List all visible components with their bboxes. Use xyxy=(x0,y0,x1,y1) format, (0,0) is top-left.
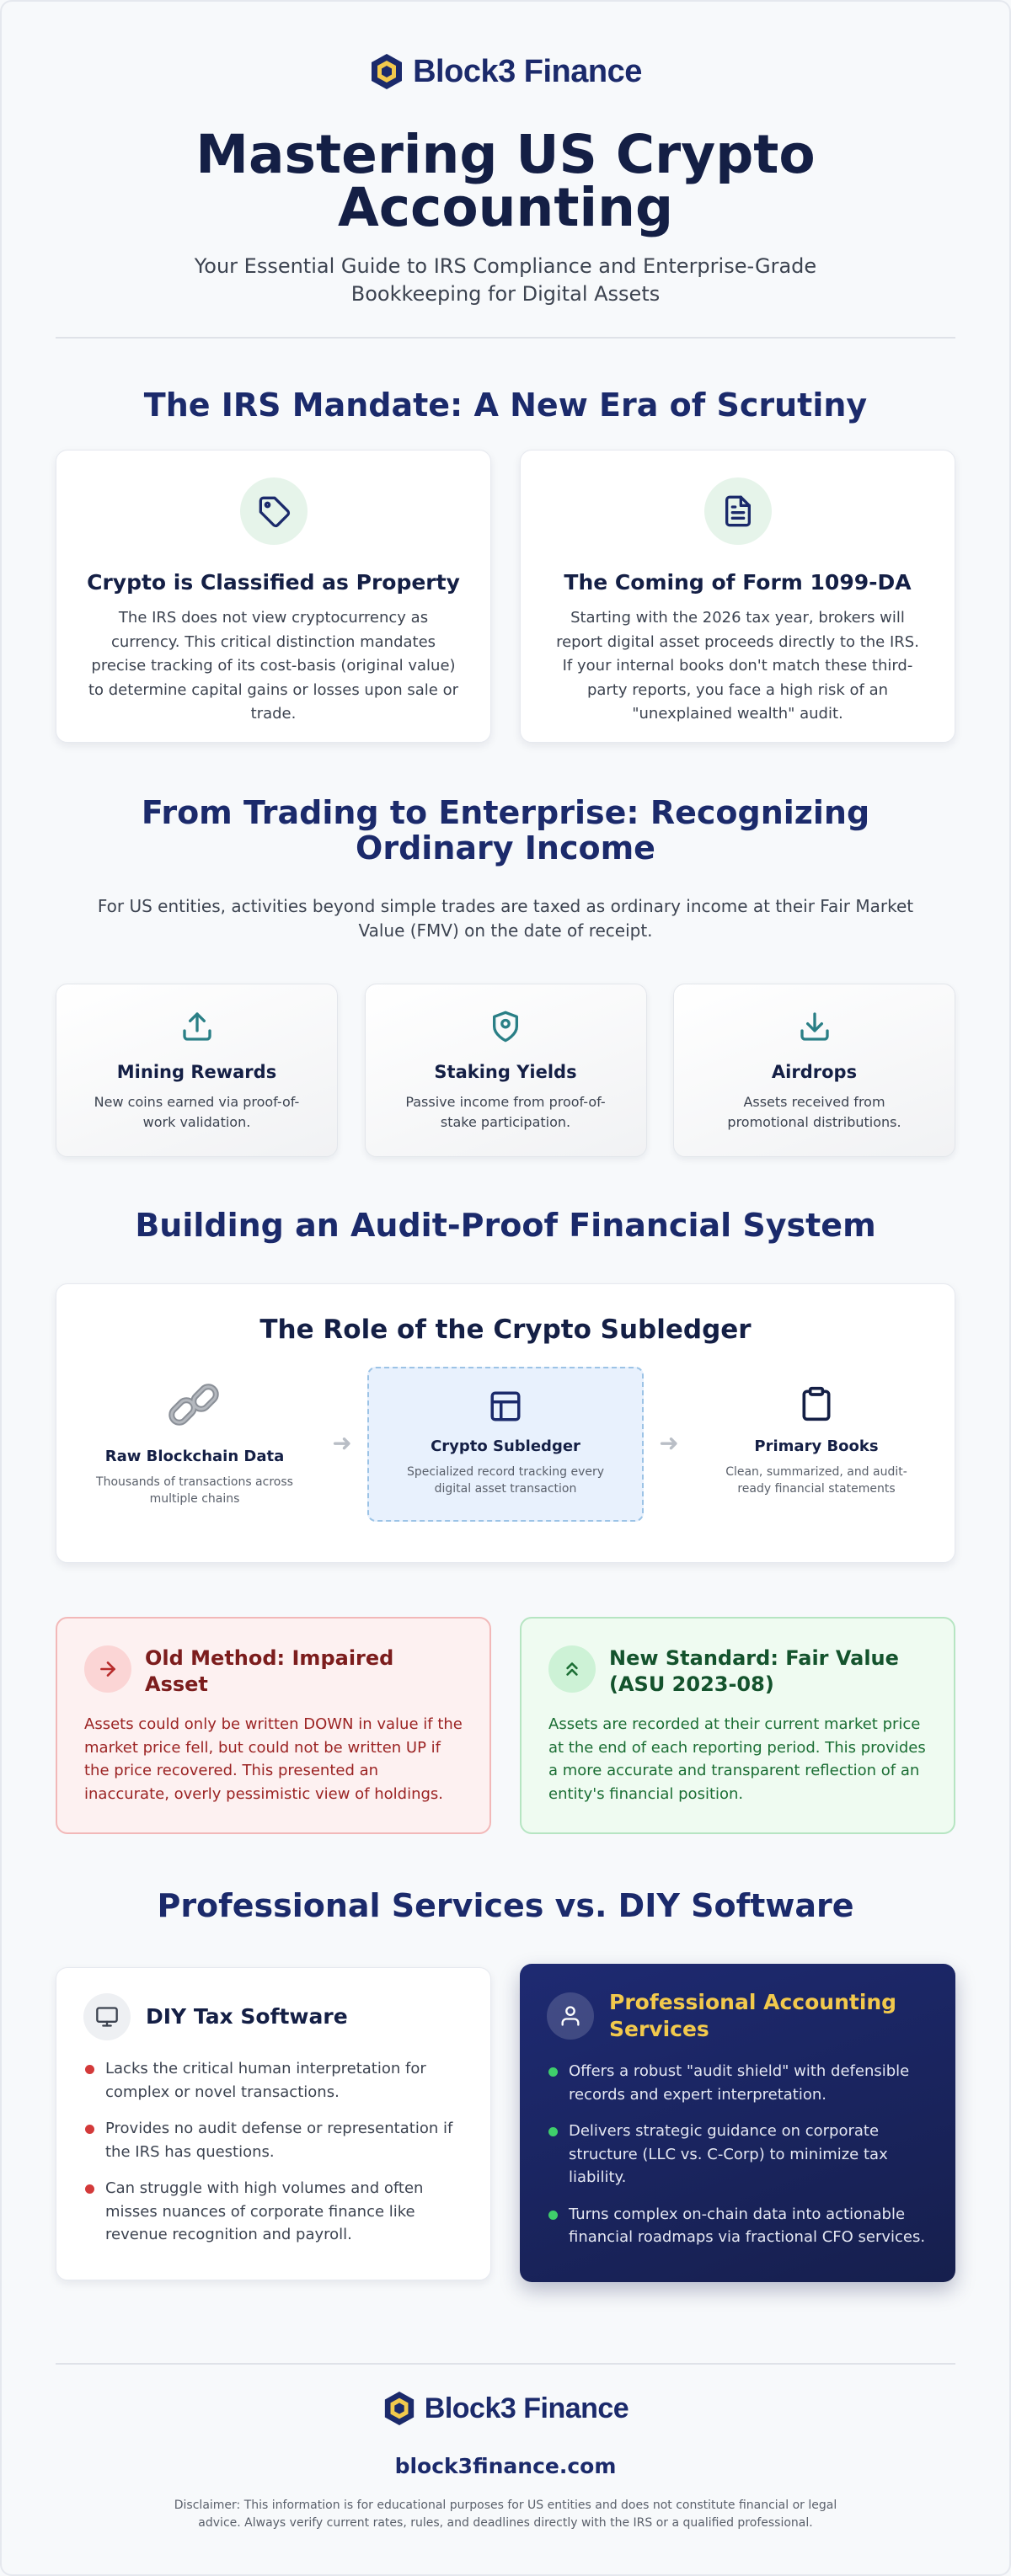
old-method-text: Assets could only be written DOWN in value if the market price fell, but could not be written UP if the price recovered. This presented an inaccurate, overly pessimistic view of holdings. xyxy=(84,1715,463,1803)
logo-text: Block3 Finance xyxy=(424,2392,629,2424)
irs-cards xyxy=(56,450,955,743)
list-item: Provides no audit defense or representation if the IRS has questions. xyxy=(83,2117,463,2163)
income-card-title: Staking Yields xyxy=(434,1062,577,1082)
irs-card-1099da xyxy=(520,450,955,743)
page-title: Mastering US Crypto Accounting xyxy=(195,124,816,238)
income-card-staking xyxy=(365,984,647,1157)
list-item: Turns complex on-chain data into actionable financial roadmaps via fractional CFO services. xyxy=(547,2203,928,2249)
income-card-text: New coins earned via proof-of-work validation. xyxy=(94,1094,300,1130)
page-content xyxy=(56,2,955,2532)
document-icon xyxy=(704,477,772,545)
arrow-right-icon xyxy=(84,1645,131,1693)
flow-step-title: Primary Books xyxy=(754,1437,879,1455)
upload-icon xyxy=(180,1010,214,1043)
list-item: Delivers strategic guidance on corporate structure (LLC vs. C-Corp) to minimize tax liability. xyxy=(547,2120,928,2189)
header-divider xyxy=(56,337,955,339)
income-card-text: Passive income from proof-of-stake participation. xyxy=(405,1094,606,1130)
income-intro: For US entities, activities beyond simple trades are taxed as ordinary income at their Fair Market Value (FMV) on the date of receipt. xyxy=(97,896,914,941)
subledger-flow xyxy=(56,1379,955,1522)
income-cards xyxy=(56,984,955,1157)
chain-link-icon xyxy=(165,1379,224,1434)
website-link[interactable]: block3finance.com xyxy=(394,2454,617,2478)
income-card-mining xyxy=(56,984,338,1157)
clipboard-icon xyxy=(798,1384,835,1424)
valuation-compare xyxy=(56,1617,955,1834)
layout-icon xyxy=(488,1389,523,1424)
income-card-text: Assets received from promotional distributions. xyxy=(727,1094,901,1130)
diy-list xyxy=(83,2057,463,2247)
hexagon-logo-icon xyxy=(382,2390,416,2427)
services-section-title: Professional Services vs. DIY Software xyxy=(157,1887,854,1924)
new-standard-header xyxy=(548,1645,927,1698)
audit-section-title: Building an Audit-Proof Financial System xyxy=(135,1207,876,1244)
list-item: Can struggle with high volumes and often misses nuances of corporate finance like revenue recognition and payroll. xyxy=(83,2177,463,2247)
pro-list xyxy=(547,2060,928,2249)
tag-icon xyxy=(240,477,308,545)
flow-step-title: Crypto Subledger xyxy=(431,1437,580,1455)
monitor-icon xyxy=(83,1993,131,2040)
irs-section-title: The IRS Mandate: A New Era of Scrutiny xyxy=(143,387,868,424)
irs-card-text: Starting with the 2026 tax year, brokers will report digital asset proceeds directly to the IRS. If your internal books don't match these third-party reports, you face a high risk of an "unexplained wealth" audit. xyxy=(556,609,919,723)
income-card-title: Mining Rewards xyxy=(116,1062,277,1082)
pro-header xyxy=(547,1989,928,2043)
list-item: Lacks the critical human interpretation for complex or novel transactions. xyxy=(83,2057,463,2104)
new-standard-text: Assets are recorded at their current market price at the end of each reporting period. This provides a more accurate and transparent reflection of an entity's financial position. xyxy=(548,1715,926,1803)
logo-text: Block3 Finance xyxy=(413,53,642,89)
diy-header xyxy=(83,1993,463,2040)
irs-card-text: The IRS does not view cryptocurrency as currency. This critical distinction mandates precise tracking of its cost-basis (original value) to determine capital gains or losses upon sale or trade. xyxy=(88,609,459,723)
old-method-card xyxy=(56,1617,491,1834)
services-compare xyxy=(56,1964,955,2282)
old-method-header xyxy=(84,1645,463,1698)
flow-step-title: Raw Blockchain Data xyxy=(104,1448,285,1465)
user-icon xyxy=(547,1992,594,2040)
flow-arrow: ➜ xyxy=(332,1429,352,1457)
list-item: Offers a robust "audit shield" with defensible records and expert interpretation. xyxy=(547,2060,928,2106)
footer-divider xyxy=(56,2363,955,2365)
subledger-card xyxy=(56,1283,955,1563)
page-subtitle: Your Essential Guide to IRS Compliance and Enterprise-Grade Bookkeeping for Digital Assets xyxy=(194,254,817,306)
irs-card-title: The Coming of Form 1099-DA xyxy=(564,570,912,595)
footer-logo[interactable] xyxy=(56,2390,955,2427)
diy-software-card xyxy=(56,1967,491,2280)
flow-step-primary-books xyxy=(694,1379,939,1497)
irs-card-title: Crypto is Classified as Property xyxy=(87,570,460,595)
shield-icon xyxy=(489,1010,522,1043)
pro-title: Professional Accounting Services xyxy=(609,1990,897,2041)
new-standard-title: New Standard: Fair Value (ASU 2023-08) xyxy=(609,1646,899,1696)
hexagon-logo-icon xyxy=(369,52,404,91)
disclaimer: Disclaimer: This information is for educational purposes for US entities and does not constitute financial or legal advice. Always verify current rates, rules, and deadlines directly with the IRS or a qualified professional. xyxy=(174,2499,837,2530)
old-method-title: Old Method: Impaired Asset xyxy=(145,1646,394,1696)
new-standard-card xyxy=(520,1617,955,1834)
chevrons-up-icon xyxy=(548,1645,596,1693)
income-section-title: From Trading to Enterprise: Recognizing Ordinary Income xyxy=(141,794,870,867)
professional-services-card xyxy=(520,1964,955,2282)
flow-step-text: Clean, summarized, and audit-ready financial statements xyxy=(725,1465,907,1496)
diy-title: DIY Tax Software xyxy=(146,2004,348,2029)
download-icon xyxy=(798,1010,832,1043)
flow-step-raw-data xyxy=(72,1379,317,1507)
income-card-airdrops xyxy=(673,984,955,1157)
flow-step-subledger xyxy=(367,1367,644,1522)
subledger-title: The Role of the Crypto Subledger xyxy=(259,1315,752,1345)
header-logo[interactable] xyxy=(56,2,955,91)
flow-step-text: Specialized record tracking every digital asset transaction xyxy=(406,1465,605,1496)
irs-card-property xyxy=(56,450,491,743)
income-card-title: Airdrops xyxy=(771,1062,858,1082)
flow-arrow: ➜ xyxy=(659,1429,679,1457)
flow-step-text: Thousands of transactions across multiple chains xyxy=(96,1475,293,1506)
